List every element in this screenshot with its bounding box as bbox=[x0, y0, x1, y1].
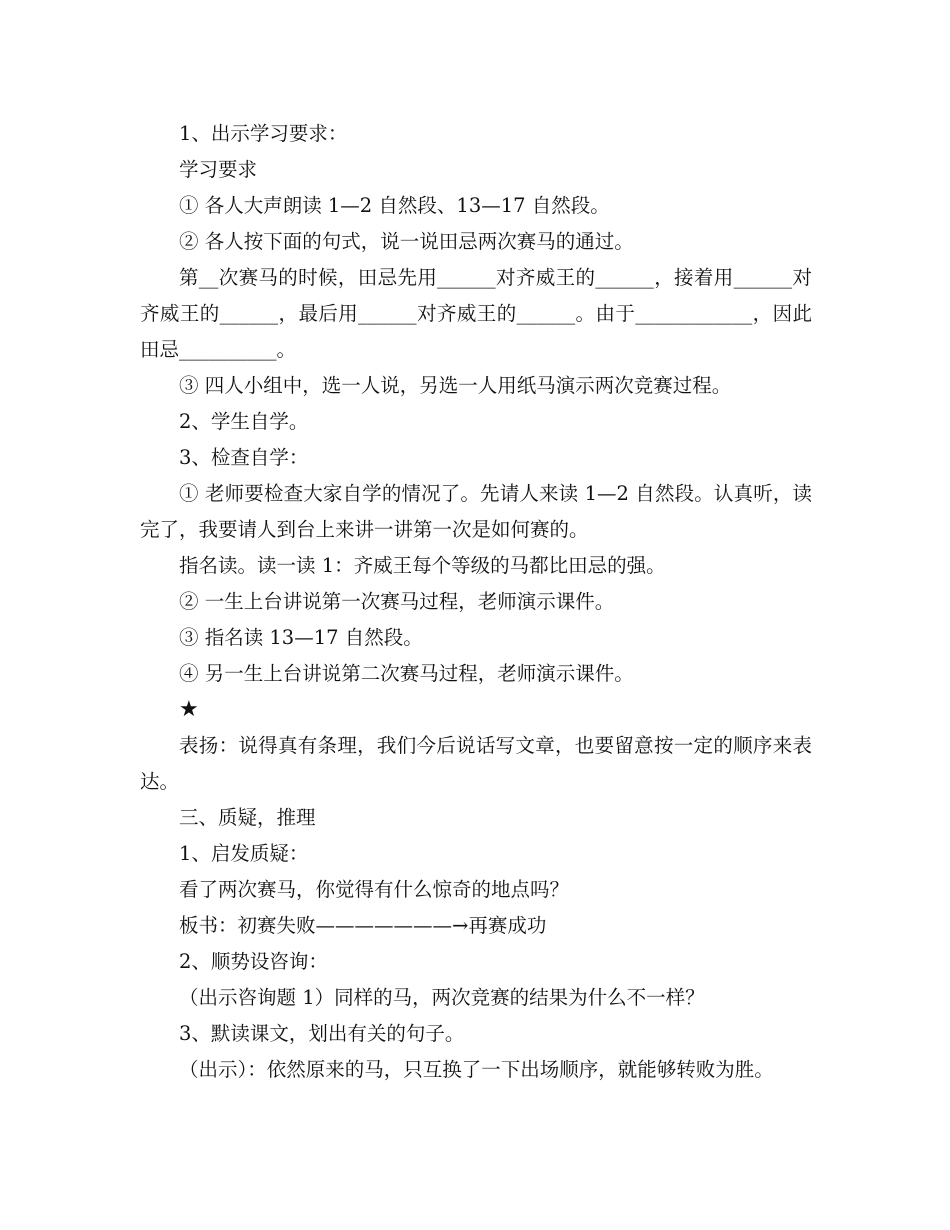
paragraph-22: 3、默读课文，划出有关的句子。 bbox=[179, 1022, 465, 1045]
document-body bbox=[140, 116, 812, 1088]
paragraph-15: 表扬：说得真有条理，我们今后说话写文章，也要留意按一定的顺序来表达。 bbox=[140, 734, 812, 793]
paragraph-11: ② 一生上台讲说第一次赛马过程，老师演示课件。 bbox=[179, 590, 615, 613]
paragraph-18: 看了两次赛马，你觉得有什么惊奇的地点吗？ bbox=[179, 878, 570, 901]
paragraph-23: （出示）：依然原来的马，只互换了一下出场顺序，就能够转败为胜。 bbox=[179, 1058, 774, 1081]
paragraph-1: 1、出示学习要求： bbox=[179, 122, 348, 145]
paragraph-7: 2、学生自学。 bbox=[179, 410, 309, 433]
star-icon: ★ bbox=[179, 697, 199, 722]
paragraph-13: ④ 另一生上台讲说第二次赛马过程，老师演示课件。 bbox=[179, 662, 634, 685]
paragraph-10: 指名读。读一读 1：齐威王每个等级的马都比田忌的强。 bbox=[179, 554, 666, 577]
paragraph-17: 1、启发质疑： bbox=[179, 842, 309, 865]
paragraph-21: （出示咨询题 1）同样的马，两次竞赛的结果为什么不一样？ bbox=[179, 986, 705, 1009]
paragraph-8: 3、检查自学： bbox=[179, 446, 309, 469]
paragraph-3: ① 各人大声朗读 1—2 自然段、13—17 自然段。 bbox=[179, 194, 610, 217]
paragraph-16: 三、质疑，推理 bbox=[179, 806, 316, 829]
paragraph-9: ① 老师要检查大家自学的情况了。先请人来读 1—2 自然段。认真听，读完了，我要请人到台上来讲一讲第一次是如何赛的。 bbox=[140, 482, 812, 541]
paragraph-2: 学习要求 bbox=[179, 158, 258, 181]
paragraph-6: ③ 四人小组中，选一人说，另选一人用纸马演示两次竞赛过程。 bbox=[179, 374, 732, 397]
paragraph-19: 板书：初赛失败———————→再赛成功 bbox=[179, 914, 547, 937]
paragraph-12: ③ 指名读 13—17 自然段。 bbox=[179, 626, 423, 649]
paragraph-4: ② 各人按下面的句式，说一说田忌两次赛马的通过。 bbox=[179, 230, 634, 253]
paragraph-5: 第__次赛马的时候，田忌先用______对齐威王的______，接着用______对齐威王的______，最后用______对齐威王的______。由于____________，因此田忌__________。 bbox=[140, 266, 812, 361]
paragraph-20: 2、顺势设咨询： bbox=[179, 950, 328, 973]
